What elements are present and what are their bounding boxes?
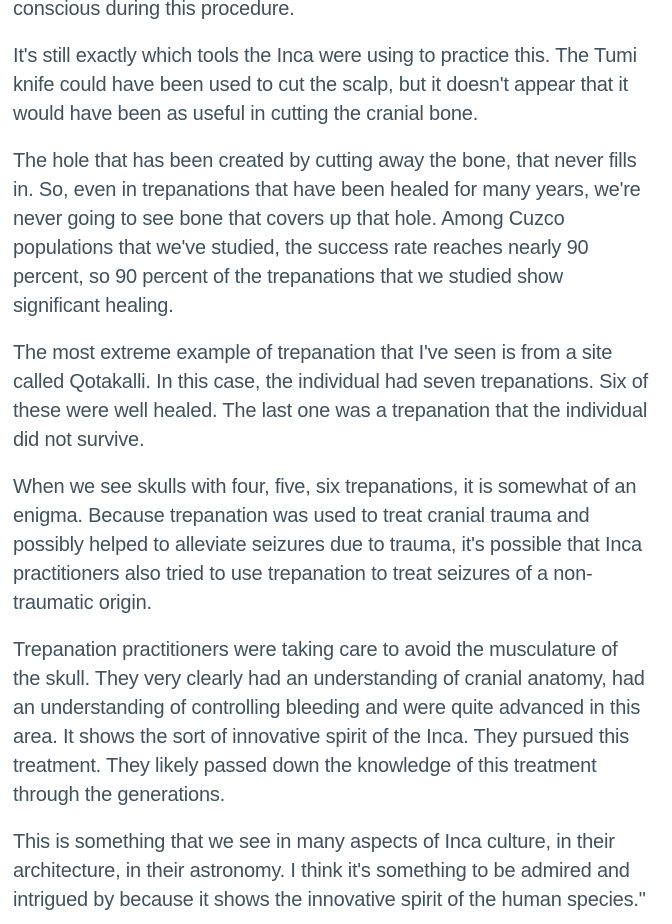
paragraph: This is something that we see in many aspects of Inca culture, in their architecture, in their astronomy. I think it's something to be admired and intrigued by because it shows the innovative spirit of the human species."	[13, 831, 646, 911]
paragraph-partial-top: conscious during this procedure.	[13, 0, 295, 20]
paragraph: It's still exactly which tools the Inca were using to practice this. The Tumi knife could have been used to cut the scalp, but it doesn't appear that it would have been as useful in cutting the cranial bone.	[13, 45, 637, 125]
paragraph: When we see skulls with four, five, six trepanations, it is somewhat of an enigma. Because trepanation was used to treat cranial trauma and possibly helped to alleviate seizures due to trauma, it's possible that Inca practitioners also tried to use trepanation to treat seizures of a non-traumatic origin.	[13, 476, 642, 614]
paragraph: The most extreme example of trepanation that I've seen is from a site called Qotakalli. In this case, the individual had seven trepanations. Six of these were well healed. The last one was a trepanation that the individual did not survive.	[13, 342, 648, 451]
paragraph: Trepanation practitioners were taking care to avoid the musculature of the skull. They very clearly had an understanding of cranial anatomy, had an understanding of controlling bleeding and were quite advanced in this area. It shows the sort of innovative spirit of the Inca. They pursued this treatment. They likely passed down the knowledge of this treatment through the generations.	[13, 639, 645, 806]
paragraph: The hole that has been created by cutting away the bone, that never fills in. So, even in trepanations that have been healed for many years, we're never going to see bone that covers up that hole. Among Cuzco populations that we've studied, the success rate reaches nearly 90 percent, so 90 percent of the trepanations that we studied show significant healing.	[13, 150, 641, 317]
